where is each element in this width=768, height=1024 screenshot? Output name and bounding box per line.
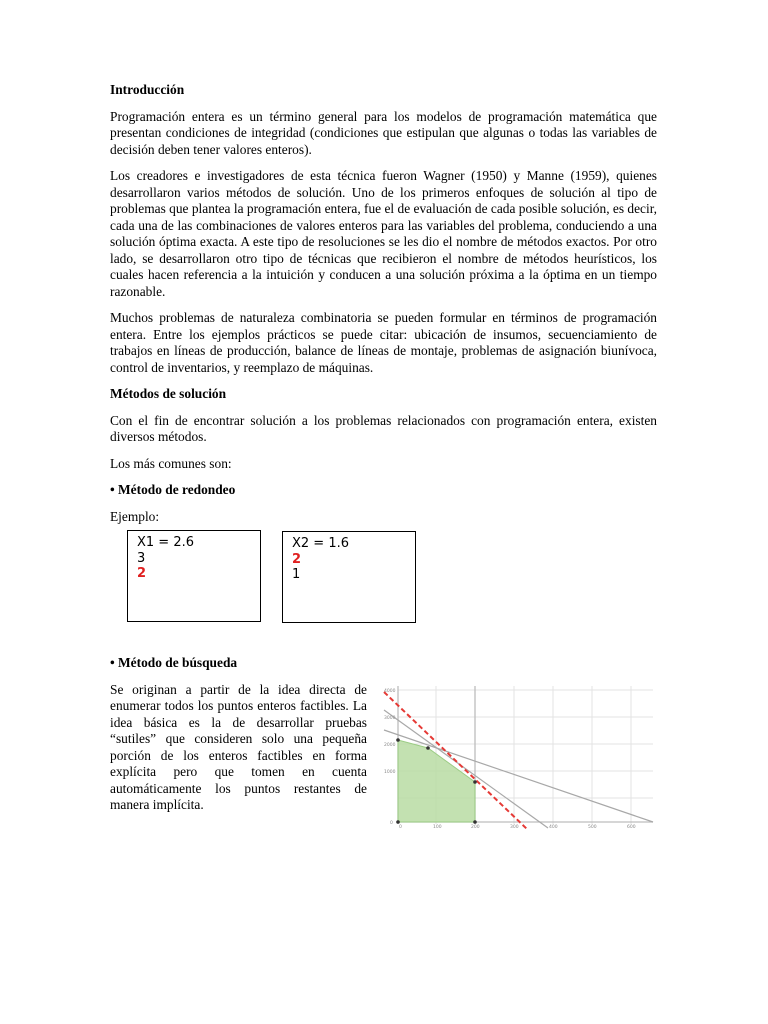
example-label: Ejemplo: — [110, 508, 160, 524]
x1-box — [127, 530, 261, 622]
intro-paragraph-1: Programación entera es un término general para los modelos de programación matemática que presentan condiciones de integridad (condiciones que estipulan que algunas o todas las variables de decisión deben tener valores enteros). — [110, 108, 657, 157]
x-tick-label: 600 — [627, 824, 636, 830]
x-tick-label: 0 — [399, 824, 402, 830]
x2-round-down: 1 — [292, 567, 301, 582]
y-tick-label: 3000 — [384, 715, 396, 721]
intro-paragraph-2: Los creadores e investigadores de esta técnica fueron Wagner (1950) y Manne (1959), quienes desarrollaron varios métodos de solución. Uno de los primeros enfoques de solución al tipo de problemas que plantea la programación entera, fue el de evaluación de cada posible solución, es decir, cada una de las combinaciones de valores enteros para las variables del problema, conduciendo a una solución óptima exacta. A este tipo de resoluciones se les dio el nombre de métodos exactos. Por otro lado, se desarrollaron otro tipo de técnicas que recibieron el nombre de métodos heurísticos, los cuales hacen referencia a la intuición y conducen a una solución próxima a la óptima en un tiempo razonable. — [110, 168, 657, 299]
search-method-heading: • Método de búsqueda — [110, 655, 238, 670]
x-tick-label: 100 — [433, 824, 442, 830]
y-tick-label: 0 — [390, 820, 393, 826]
y-tick-label: 2000 — [384, 742, 396, 748]
document-page — [110, 82, 657, 830]
methods-paragraph-1: Con el fin de encontrar solución a los problemas relacionados con programación entera, existen diversos métodos. — [110, 412, 657, 444]
x1-value: X1 = 2.6 — [137, 535, 195, 550]
x-tick-label: 500 — [588, 824, 597, 830]
rounding-method-heading: • Método de redondeo — [110, 482, 236, 497]
intro-paragraph-3: Muchos problemas de naturaleza combinatoria se pueden formular en términos de programación entera. Entre los ejemplos prácticos se puede citar: ubicación de insumos, secuenciamiento de trabajos en líneas de producción, balance de líneas de montaje, problemas de asignación biunívoca, control de inventarios, y reemplazo de máquinas. — [110, 310, 657, 375]
x-tick-label: 200 — [471, 824, 480, 830]
x-tick-label: 300 — [510, 824, 519, 830]
x2-value: X2 = 1.6 — [292, 536, 350, 551]
x2-round-up: 2 — [292, 551, 302, 567]
search-method-section — [110, 681, 657, 830]
x1-round-up: 3 — [137, 550, 146, 566]
x-tick-label: 400 — [549, 824, 558, 830]
search-method-text: Se originan a partir de la idea directa de enumerar todos los puntos enteros factibles. La idea básica es la de desarrollar pruebas “sutiles” que consideren solo una pequeña porción de los enteros factibles en forma explícita pero que tomen en cuenta automáticamente los puntos restantes de manera implícita. — [110, 681, 367, 812]
rounding-example — [110, 535, 657, 655]
x1-round-down: 2 — [137, 566, 147, 581]
integer-programming-graph — [378, 682, 656, 830]
intro-heading: Introducción — [110, 82, 185, 97]
x2-box — [282, 531, 416, 623]
methods-paragraph-2: Los más comunes son: — [110, 455, 232, 471]
y-tick-label: 4000 — [384, 688, 396, 694]
methods-heading: Métodos de solución — [110, 386, 227, 401]
y-tick-label: 1000 — [384, 769, 396, 775]
